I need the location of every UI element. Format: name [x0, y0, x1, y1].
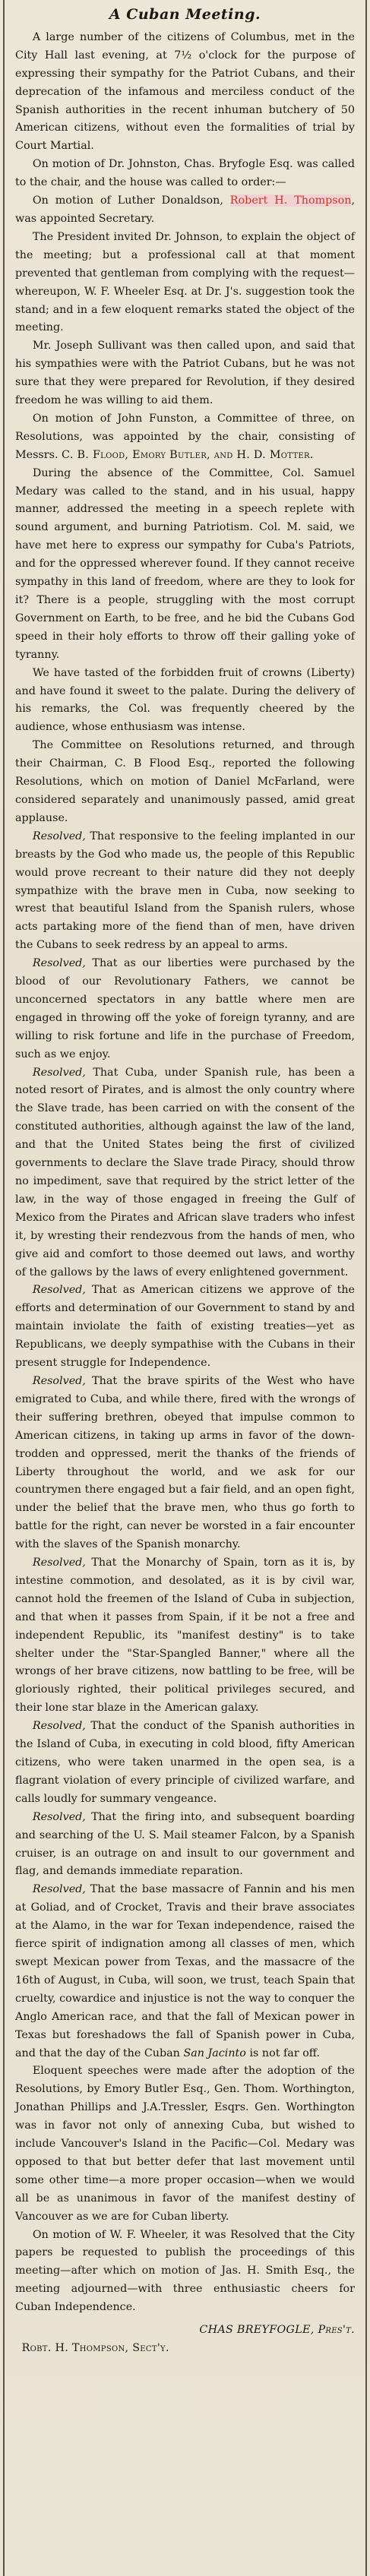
- resolution-text: That the brave spirits of the West who have emigrated to Cuba, and while there, fired with the wrongs of their suffering brethren, obeyed that impulse common to American citizens, in taking up arms in favor of the down-trodden and oppressed, merit the thanks of the friends of Liberty throughout the world, and we ask for our countrymen there engaged but a fair field, and an open fight, under the belief that the brave men, who thus go forth to battle for the right, can never be worsted in a fair encounter with the slaves of the Spanish monarchy.: [15, 1374, 356, 1551]
- paragraph-committee-return: The Committee on Resolutions returned, and through their Chairman, C. B Flood Esq., reported the following Resolutions, which on motion of Daniel McFarland, were considered separately and unanimously passed, amid great applause.: [15, 739, 355, 824]
- paragraph-committee: [15, 410, 355, 465]
- article-title: A Cuban Meeting.: [109, 6, 261, 23]
- resolved-label: Resolved,: [32, 957, 86, 970]
- resolution-text: That responsive to the feeling implanted in our breasts by the God who made us, the people of this Republic would prove recreant to their nature did they not deeply sympathize with the brave men in Cuba, now seeking to wrest that beautiful Island from the Spanish rulers, whose acts partaking more of the fiend than of men, have driven the Cubans to seek redress by an appeal to arms.: [15, 830, 355, 952]
- signature-secretary: Robt. H. Thompson, Sect'y.: [21, 2342, 169, 2354]
- resolved-label: Resolved,: [32, 1720, 86, 1733]
- column-rule-left: [3, 0, 5, 2576]
- article-column: [15, 6, 355, 2358]
- secretary-motion-text: On motion of Luther Donaldson,: [32, 194, 230, 207]
- resolution-5: [15, 1373, 355, 1554]
- paragraph-intro: A large number of the citizens of Columbus, met in the City Hall last evening, at 7½ o'clock for the purpose of expressing their sympathy for the Patriot Cubans, and their deprecation of the infamous and merciless conduct of the Spanish authorities in the recent inhuman butchery of 50 American citizens, without even the formalities of trial by Court Martial.: [15, 30, 355, 153]
- resolved-label: Resolved,: [32, 830, 86, 842]
- place-name-italic: San Jacinto: [183, 2047, 246, 2059]
- resolution-7: [15, 1718, 355, 1809]
- paragraph-sullivant: Mr. Joseph Sullivant was then called upon, and said that his sympathies were with the Patriot Cubans, but he was not sure that they were prepared for Revolution, if they desired freedom he was willing to aid them.: [15, 340, 355, 407]
- paragraph-secretary: [15, 192, 355, 229]
- resolution-text: That as our liberties were purchased by the blood of our Revolutionary Fathers, we cannot be unconcerned spectators in any battle where men are engaged in throwing off the yoke of foreign tyranny, and are willing to risk fortune and life in the purchase of Freedom, such as we enjoy.: [15, 957, 356, 1060]
- resolution-2: [15, 955, 355, 1064]
- column-rule-right: [365, 0, 367, 2576]
- resolution-text: That Cuba, under Spanish rule, has been a noted resort of Pirates, and is almost the only country where the Slave trade, has been carried on with the consent of the constituted authorities, although against the law of the land, and that the United States being the first of civilized governments to declare the Slave trade Piracy, should throw no impediment, save that required by the strict letter of the law, in the way of those engaged in freeing the Gulf of Mexico from the Pirates and African slave traders who infest it, by wresting their rendezvous from the hands of men, who give aid and comfort to those deemed out laws, and worthy of the gallows by the laws of every enlightened government.: [15, 1066, 355, 1279]
- resolution-9: [15, 1881, 355, 2062]
- paragraph-liberty: We have tasted of the forbidden fruit of crowns (Liberty) and have found it sweet to the palate. During the delivery of his remarks, the Col. was frequently cheered by the audience, whose enthusiasm was intense.: [15, 666, 355, 734]
- committee-text: On motion of John Funston, a Committee of three, on Resolutions, was appointed by the chair, consisting of Messrs.: [15, 412, 355, 461]
- signature-block: [15, 2322, 355, 2358]
- paragraph-speeches: Eloquent speeches were made after the adoption of the Resolutions, by Emory Butler Esq., Gen. Thom. Worthington, Jonathan Phillips and J.A.Tressler, Esqrs. Gen. Worthington was in favor not only of annexing Cuba, but wished to include Vancouver's Island in the Pacific—Col. Medary was opposed to that but better defer that last movement until some other time—a more proper occasion—when we would all be as unanimous in favor of the manifest destiny of Vancouver as we are for Cuban liberty.: [15, 2065, 355, 2223]
- paragraph-adjourn: On motion of W. F. Wheeler, it was Resolved that the City papers be requested to publish the proceedings of this meeting—after which on motion of Jas. H. Smith Esq., the meeting adjourned—with three enthusiastic cheers for Cuban Independence.: [15, 2228, 355, 2314]
- resolved-label: Resolved,: [32, 1374, 86, 1387]
- committee-names: C. B. Flood, Emory Butler, and H. D. Motter.: [62, 448, 314, 461]
- paragraph-chair: On motion of Dr. Johnston, Chas. Bryfogle Esq. was called to the chair, and the house was called to order:—: [15, 158, 355, 189]
- resolution-8: [15, 1809, 355, 1882]
- resolution-text: That the conduct of the Spanish authorities in the Island of Cuba, in executing in cold blood, fifty American citizens, who were taken unarmed in the open sea, is a flagrant violation of every principle of civilized warfare, and calls loudly for summary vengeance.: [15, 1720, 355, 1805]
- resolved-label: Resolved,: [32, 1066, 86, 1079]
- resolution-text: That the firing into, and subsequent boarding and searching of the U. S. Mail steamer Falcon, by a Spanish cruiser, is an outrage on and insult to our government and flag, and demands immediate reparation.: [15, 1810, 356, 1878]
- resolution-text: That as American citizens we approve of the efforts and determination of our Government to stand by and maintain inviolate the faith of existing treaties—yet as Republicans, we deeply sympathise with the Cubans in their present struggle for Independence.: [15, 1284, 356, 1370]
- resolved-label: Resolved,: [32, 1284, 86, 1297]
- resolution-text: That the base massacre of Fannin and his men at Goliad, and of Crocket, Travis and their brave associates at the Alamo, in the war for Texan independence, raised the fierce spirit of indignation among all classes of men, which swept Mexican power from Texas, and the massacre of the 16th of August, in Cuba, will soon, we trust, teach Spain that cruelty, cowardice and injustice is not the way to conquer the Anglo American race, and that the fall of Mexican power in Texas but foreshadows the fall of Spanish power in Cuba, and that the day of the Cuban San Jacinto is not far off.: [15, 1883, 355, 2059]
- resolution-6: [15, 1554, 355, 1718]
- secretary-motion-end: , was appointed Secretary.: [15, 194, 355, 225]
- resolved-label: Resolved,: [32, 1810, 86, 1823]
- resolved-label: Resolved,: [32, 1557, 86, 1569]
- resolution-3: [15, 1064, 355, 1282]
- signature-president: CHAS BREYFOGLE, Pres't.: [199, 2324, 355, 2337]
- resolution-4: [15, 1282, 355, 1373]
- highlighted-name: Robert H. Thompson: [229, 194, 352, 207]
- resolved-label: Resolved,: [32, 1883, 86, 1896]
- resolution-text: That the Monarchy of Spain, torn as it is, by intestine commotion, and desolated, as it is by civil war, cannot hold the freemen of the Island of Cuba in subjection, and that when it passes from Spain, if it be not a free and independent Republic, its "manifest destiny" is to take shelter under the "Star-Spangled Banner," where all the wrongs of her brave citizens, now battling to be free, will be gloriously righted, their political privileges secured, and their lone star blaze in the American galaxy.: [15, 1557, 355, 1715]
- paragraph-president-invite: The President invited Dr. Johnson, to explain the object of the meeting; but a professional call at that moment prevented that gentleman from complying with the request—whereupon, W. F. Wheeler Esq. at Dr. J's. suggestion took the stand; and in a few eloquent remarks stated the object of the meeting.: [15, 230, 355, 334]
- paragraph-medary: During the absence of the Committee, Col. Samuel Medary was called to the stand, and in his usual, happy manner, addressed the meeting in a speech replete with sound argument, and burning Patriotism. Col. M. said, we have met here to express our sympathy for Cuba's Patriots, and for the oppressed wherever found. If they cannot receive sympathy in this land of freedom, where are they to look for it? There is a people, struggling with the most corrupt Government on Earth, to be free, and he bid the Cubans God speed in their holy efforts to throw off their galling yoke of tyranny.: [15, 466, 355, 661]
- resolution-1: [15, 828, 355, 955]
